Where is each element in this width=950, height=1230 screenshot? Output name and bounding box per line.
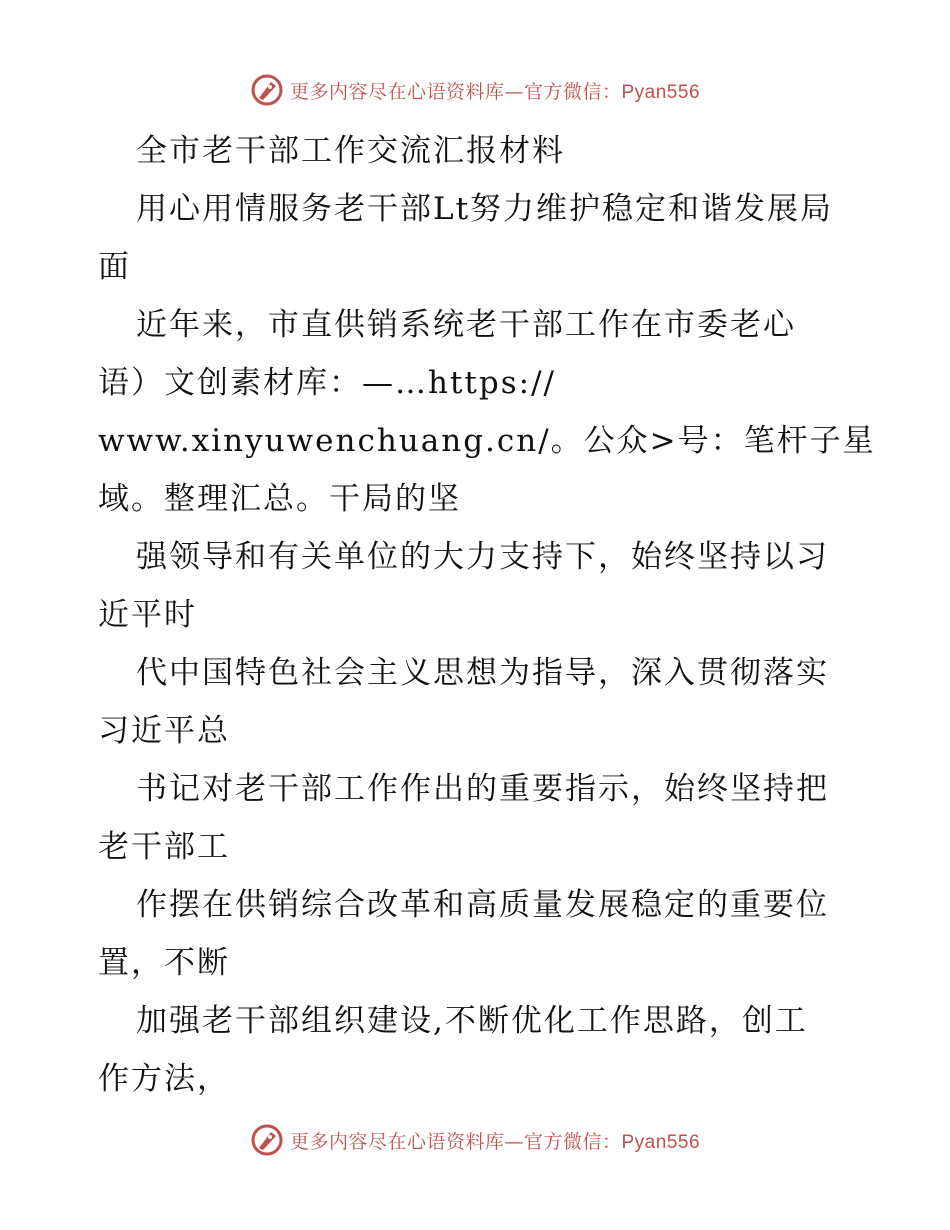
- banner-wechat-handle: Pyan556: [621, 81, 701, 103]
- document-line: 作摆在供销综合改革和高质量发展稳定的重要位: [136, 887, 829, 923]
- document-line: www.xinyuwenchuang.cn/。公众>号：笔杆子星: [98, 423, 876, 459]
- document-line: 语）文创素材库：—…https://: [98, 365, 556, 401]
- banner-separator: —: [504, 80, 524, 103]
- document-line: 近年来，市直供销系统老干部工作在市委老心: [136, 307, 796, 343]
- pen-nib-seal-icon: [250, 73, 284, 107]
- banner-wechat-label: 官方微信：: [523, 1130, 622, 1153]
- banner-wechat-handle: Pyan556: [621, 1131, 701, 1153]
- banner-main-text: 更多内容尽在心语资料库: [289, 80, 505, 103]
- document-line: 用心用情服务老干部Lt努力维护稳定和谐发展局: [136, 191, 834, 227]
- banner-wechat-label: 官方微信：: [523, 80, 622, 103]
- document-line: 置，不断: [98, 945, 230, 981]
- document-line: 加强老干部组织建设,不断优化工作思路，创工: [136, 1003, 808, 1039]
- document-line: 全市老干部工作交流汇报材料: [136, 133, 565, 169]
- footer-watermark-banner: [0, 1120, 950, 1160]
- header-watermark-banner: [0, 70, 950, 110]
- document-line: 书记对老干部工作作出的重要指示，始终坚持把: [136, 771, 829, 807]
- document-line: 强领导和有关单位的大力支持下，始终坚持以习: [136, 539, 829, 575]
- banner-text: [290, 77, 700, 104]
- banner-separator: —: [504, 1130, 524, 1153]
- banner-text: [290, 1127, 700, 1154]
- document-line: 作方法，: [98, 1061, 230, 1097]
- pen-nib-seal-icon: [250, 1123, 284, 1157]
- document-line: 域。整理汇总。干局的坚: [98, 481, 461, 517]
- document-line: 习近平总: [98, 713, 230, 749]
- document-body: [98, 122, 876, 1108]
- document-line: 近平时: [98, 597, 197, 633]
- document-line: 老干部工: [98, 829, 230, 865]
- document-line: 面: [98, 249, 131, 285]
- document-line: 代中国特色社会主义思想为指导，深入贯彻落实: [136, 655, 829, 691]
- banner-main-text: 更多内容尽在心语资料库: [289, 1130, 505, 1153]
